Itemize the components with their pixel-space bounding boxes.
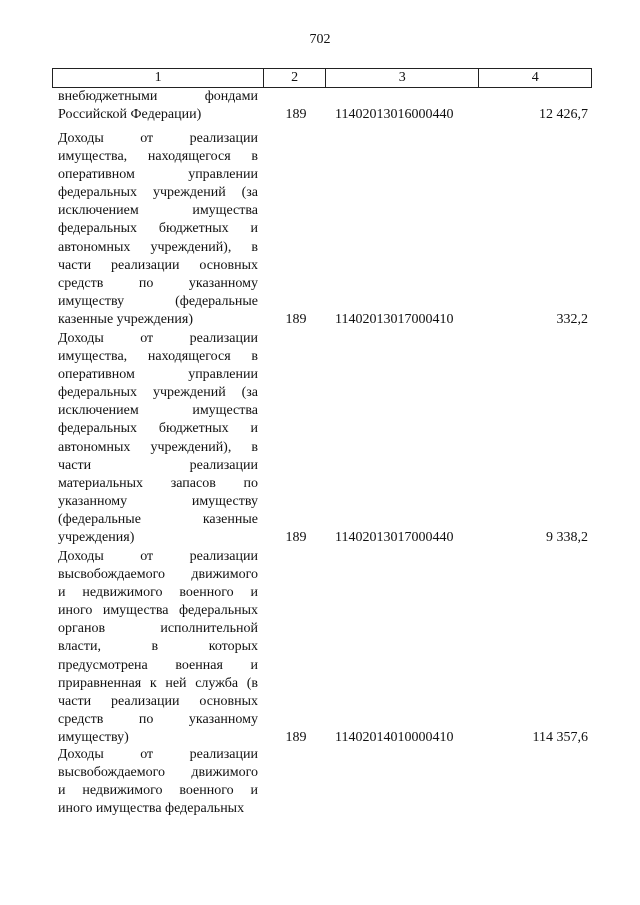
- row-col4-value: 9 338,2: [546, 530, 588, 546]
- description-line: средств по указанному: [58, 275, 258, 291]
- description-line: средств по указанному: [58, 711, 258, 727]
- description-line: федеральных учреждений (за: [58, 185, 258, 201]
- header-col-1: 1: [53, 69, 264, 87]
- description-line: федеральных бюджетных и: [58, 421, 258, 437]
- description-line: Доходы от реализации: [58, 331, 258, 346]
- description-line: высвобождаемого движимого: [58, 765, 258, 781]
- description-line: и недвижимого военного и: [58, 585, 258, 601]
- description-line: федеральных бюджетных и: [58, 221, 258, 237]
- page-number: 702: [309, 32, 331, 47]
- description-line: иного имущества федеральных: [58, 603, 258, 619]
- description-line: Доходы от реализации: [58, 131, 258, 146]
- header-col-3: 3: [326, 69, 479, 87]
- description-line: исключением имущества: [58, 203, 258, 219]
- row-description: [58, 88, 258, 124]
- row-col2-value: 189: [285, 107, 307, 123]
- description-line: оперативном управлении: [58, 367, 258, 383]
- description-line: имущества, находящегося в: [58, 349, 258, 365]
- description-line: имущества, находящегося в: [58, 149, 258, 165]
- table-header: [52, 68, 592, 88]
- row-description: [58, 330, 258, 547]
- description-line: части реализации основных: [58, 257, 258, 273]
- description-line: приравненная к ней служба (в: [58, 675, 258, 691]
- description-line: федеральных учреждений (за: [58, 385, 258, 401]
- description-line: казенные учреждения): [58, 311, 194, 327]
- description-line: и недвижимого военного и: [58, 783, 258, 799]
- description-line: имуществу (федеральные: [58, 293, 258, 309]
- description-line: автономных учреждений), в: [58, 239, 258, 255]
- description-line: указанному имуществу: [58, 493, 258, 509]
- description-line: Доходы от реализации: [58, 747, 258, 762]
- description-line: части реализации основных: [58, 693, 258, 709]
- row-col4-value: 114 357,6: [532, 730, 588, 745]
- description-line: автономных учреждений), в: [58, 439, 258, 455]
- row-description: [58, 130, 258, 329]
- row-col3-value: 11402013017000440: [335, 530, 454, 546]
- row-description: [58, 746, 258, 818]
- row-col4-value: 12 426,7: [539, 107, 588, 123]
- row-col4-value: 332,2: [556, 312, 588, 327]
- row-col2-value: 189: [285, 730, 307, 745]
- header-col-2: 2: [264, 69, 326, 87]
- description-line: учреждения): [58, 530, 135, 546]
- description-line: власти, в которых: [58, 639, 258, 655]
- description-line: Российской Федерации): [58, 107, 202, 123]
- row-col2-value: 189: [285, 530, 307, 546]
- row-col2-value: 189: [285, 312, 307, 327]
- row-description: [58, 548, 258, 747]
- row-col3-value: 11402014010000410: [335, 730, 454, 745]
- description-line: материальных запасов по: [58, 475, 258, 491]
- description-line: высвобождаемого движимого: [58, 567, 258, 583]
- description-line: оперативном управлении: [58, 167, 258, 183]
- description-line: (федеральные казенные: [58, 511, 258, 527]
- description-line: внебюджетными фондами: [58, 89, 258, 104]
- row-col3-value: 11402013017000410: [335, 312, 454, 327]
- description-line: Доходы от реализации: [58, 549, 258, 564]
- description-line: имуществу): [58, 729, 129, 745]
- row-col3-value: 11402013016000440: [335, 107, 454, 123]
- description-line: части реализации: [58, 457, 258, 473]
- header-col-4: 4: [531, 70, 539, 85]
- description-line: иного имущества федеральных: [58, 801, 245, 817]
- description-line: предусмотрена военная и: [58, 657, 258, 673]
- description-line: исключением имущества: [58, 403, 258, 419]
- description-line: органов исполнительной: [58, 621, 258, 637]
